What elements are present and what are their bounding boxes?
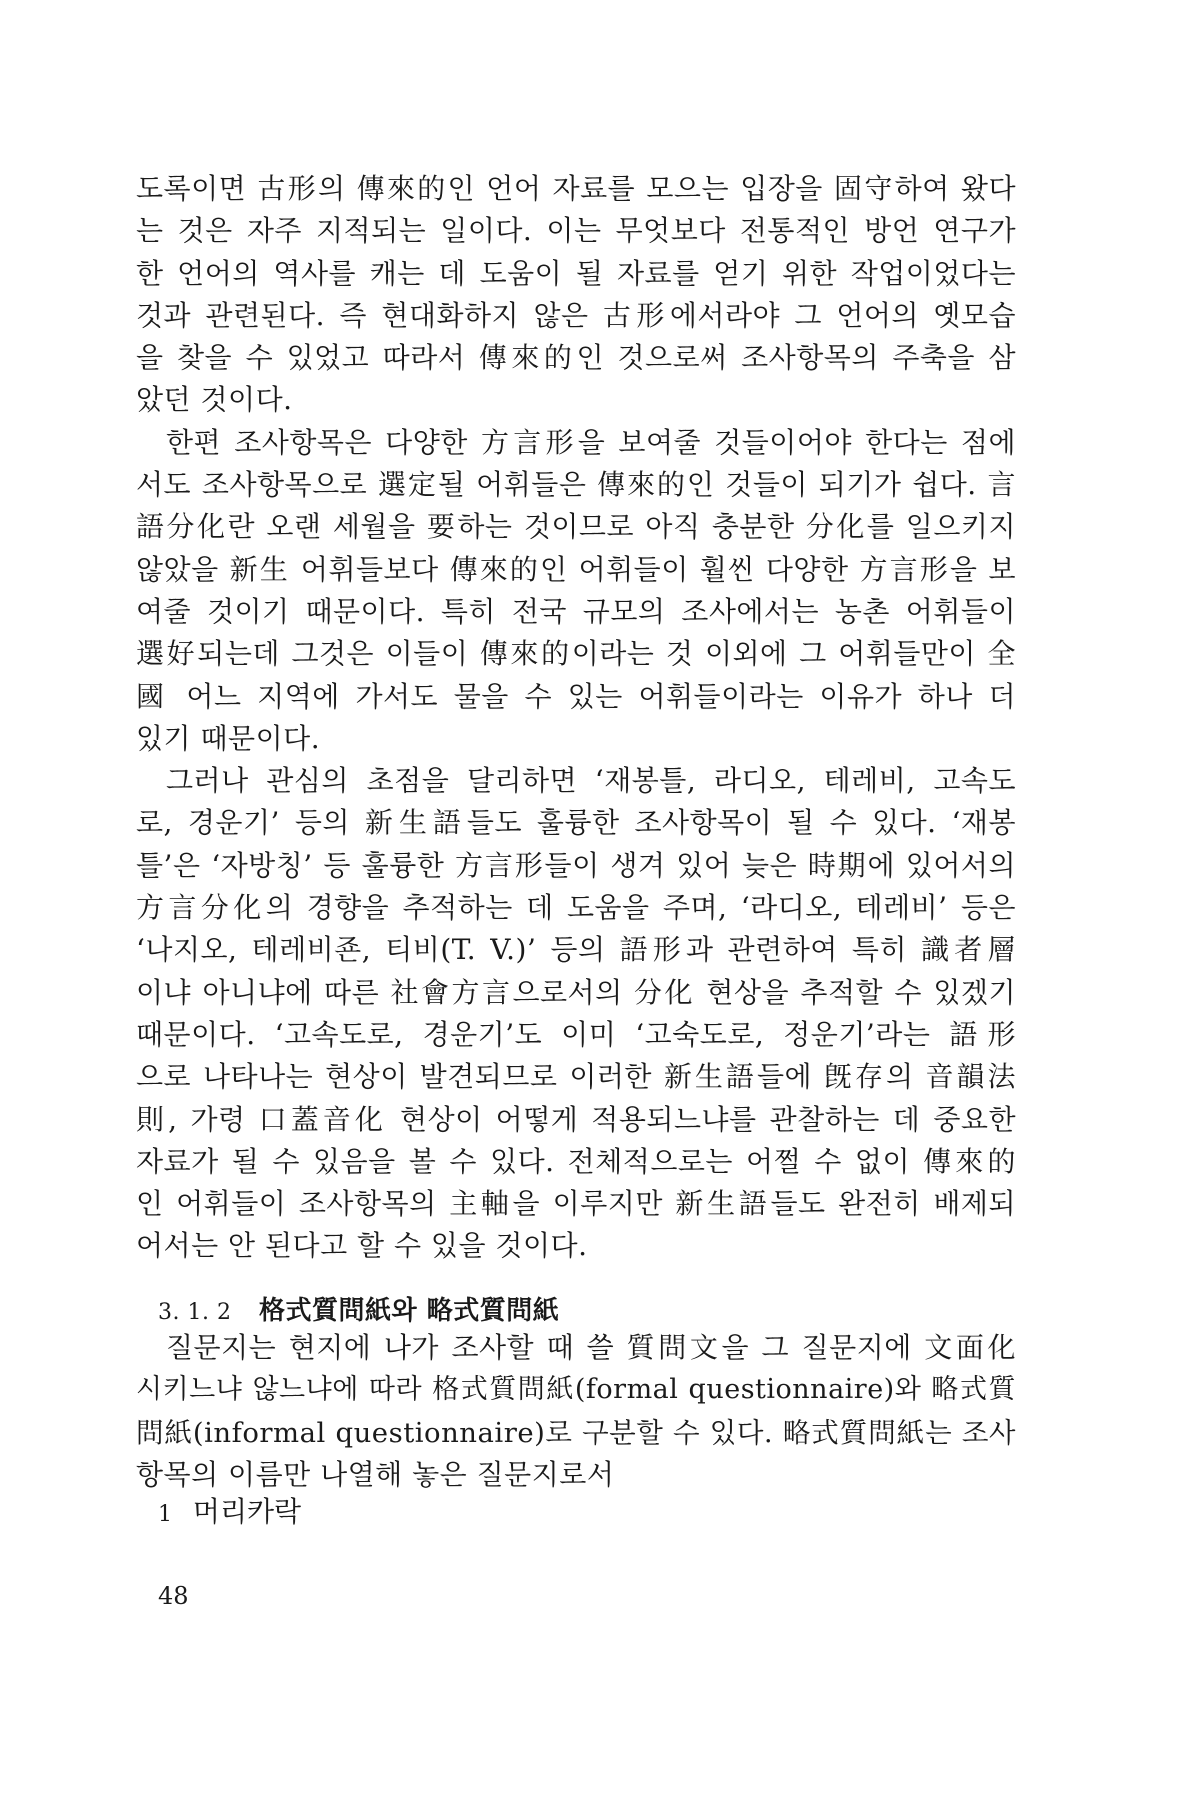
text-line: 한 언어의 역사를 캐는 데 도움이 될 자료를 얻기 위한 작업이었다는 (136, 256, 1016, 290)
section-heading (158, 1290, 559, 1327)
text-line: 서도 조사항목으로 選定될 어휘들은 傳來的인 것들이 되기가 쉽다. 言 (136, 468, 1016, 502)
text-line: 틀’은 ‘자방칭’ 등 훌륭한 方言形들이 생겨 있어 늦은 時期에 있어서의 (136, 848, 1016, 882)
text-line: 語分化란 오랜 세월을 要하는 것이므로 아직 충분한 分化를 일으키지 (136, 510, 1016, 544)
text-line: 질문지는 현지에 나가 조사할 때 쓸 質問文을 그 질문지에 文面化 (166, 1331, 1016, 1364)
text-line: 으로 나타나는 현상이 발견되므로 이러한 新生語들에 旣存의 音韻法 (136, 1060, 1016, 1094)
text-line: 則, 가령 口蓋音化 현상이 어떻게 적용되느냐를 관찰하는 데 중요한 (136, 1102, 1016, 1136)
text-line: 國 어느 지역에 가서도 물을 수 있는 어휘들이라는 이유가 하나 더 (136, 679, 1016, 713)
section-title: 格式質問紙와 略式質問紙 (259, 1296, 560, 1326)
footnote-number: 1 (158, 1502, 172, 1527)
footnote (158, 1490, 301, 1530)
text-line: 았던 것이다. (136, 383, 293, 417)
text-line: 인 어휘들이 조사항목의 主軸을 이루지만 新生語들도 완전히 배제되 (136, 1187, 1016, 1221)
text-line: ‘나지오, 테레비죤, 티비(T. V.)’ 등의 語形과 관련하여 특히 識者層 (136, 933, 1016, 967)
text-line: 한편 조사항목은 다양한 方言形을 보여줄 것들이어야 한다는 점에 (166, 425, 1016, 459)
section-body-text (136, 1327, 1016, 1496)
text-line: 것과 관련된다. 즉 현대화하지 않은 古形에서라야 그 언어의 옛모습 (136, 298, 1016, 332)
text-line: 시키느냐 않느냐에 따라 格式質問紙(formal questionnaire)와 略式質 (136, 1374, 1016, 1406)
text-line: 問紙(informal questionnaire)로 구분할 수 있다. 略式質問紙는 조사 (136, 1416, 1016, 1449)
text-line: 항목의 이름만 나열해 놓은 질문지로서 (136, 1457, 615, 1491)
section-number: 3. 1. 2 (158, 1300, 232, 1325)
text-line: 않았을 新生 어휘들보다 傳來的인 어휘들이 훨씬 다양한 方言形을 보 (136, 552, 1016, 586)
page-number: 48 (158, 1582, 189, 1610)
text-line: 이냐 아니냐에 따른 社會方言으로서의 分化 현상을 추적할 수 있겠기 (136, 975, 1016, 1009)
body-text (136, 168, 1016, 1268)
text-line: 方言分化의 경향을 추적하는 데 도움을 주며, ‘라디오, 테레비’ 등은 (136, 891, 1016, 925)
text-line: 자료가 될 수 있음을 볼 수 있다. 전체적으로는 어쩔 수 없이 傳來的 (136, 1144, 1016, 1178)
footnote-text: 머리카락 (192, 1495, 302, 1528)
text-line: 여줄 것이기 때문이다. 특히 전국 규모의 조사에서는 농촌 어휘들이 (136, 594, 1016, 628)
text-line: 있기 때문이다. (136, 721, 321, 755)
text-line: 도록이면 古形의 傳來的인 언어 자료를 모으는 입장을 固守하여 왔다 (136, 172, 1016, 205)
text-line: 選好되는데 그것은 이들이 傳來的이라는 것 이외에 그 어휘들만이 全 (136, 637, 1016, 671)
text-line: 을 찾을 수 있었고 따라서 傳來的인 것으로써 조사항목의 주축을 삼 (136, 341, 1016, 375)
text-line: 그러나 관심의 초점을 달리하면 ‘재봉틀, 라디오, 테레비, 고속도 (166, 764, 1016, 798)
text-line: 로, 경운기’ 등의 新生語들도 훌륭한 조사항목이 될 수 있다. ‘재봉 (136, 806, 1016, 840)
text-line: 때문이다. ‘고속도로, 경운기’도 이미 ‘고숙도로, 정운기’라는 語形 (136, 1017, 1016, 1051)
text-line: 는 것은 자주 지적되는 일이다. 이는 무엇보다 전통적인 방언 연구가 (136, 214, 1016, 248)
text-line: 어서는 안 된다고 할 수 있을 것이다. (136, 1229, 588, 1263)
